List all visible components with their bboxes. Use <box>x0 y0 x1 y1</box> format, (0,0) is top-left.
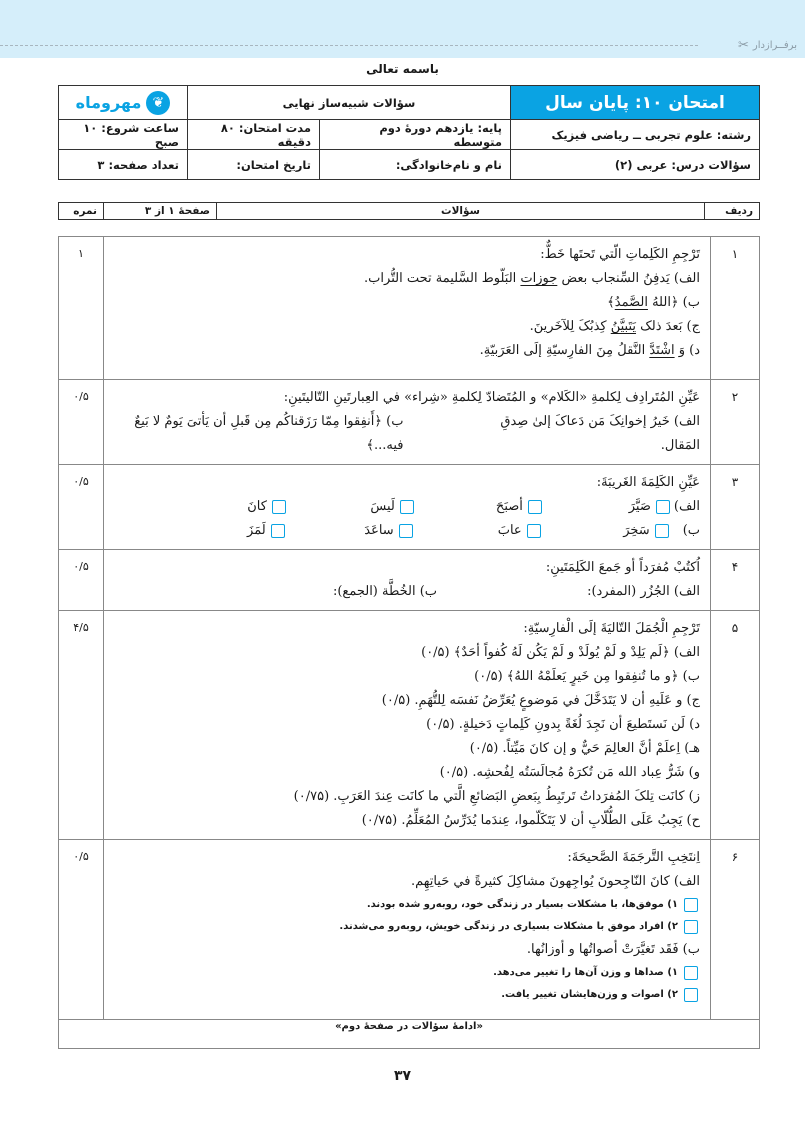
question-item: د) وَ اشْتَدَّ النَّقلُ مِنَ الفارِسیّةِ إلَی العَرَبیّةِ. <box>479 343 700 358</box>
question-prompt: عَیِّنِ الکَلِمَةَ الغَریبَةَ: <box>596 475 700 490</box>
checkbox[interactable] <box>684 988 698 1002</box>
question-body <box>104 611 711 840</box>
question-row <box>59 465 760 550</box>
question-body <box>104 380 711 465</box>
question-item: و) شَرُّ عِباد الله مَن تُکرَهُ مُجالَسَتُه لِفُحشِه. (۰/۵) <box>439 765 700 780</box>
continuation-note: «ادامهٔ سؤالات در صفحهٔ دوم» <box>59 1020 760 1049</box>
question-score: ۴/۵ <box>59 611 104 840</box>
checkbox[interactable] <box>684 920 698 934</box>
question-item: ج) و عَلَیهِ أن لا یَتَدَخَّلَ في مَوضوعٍ یُعَرِّضُ نَفسَه لِلتُّهَمِ. (۰/۵) <box>381 693 700 708</box>
page-count-cell: تعداد صفحه: ۳ <box>59 150 188 180</box>
question-body <box>104 237 711 380</box>
exam-title: امتحان ۱۰: پایان سال <box>511 86 760 120</box>
question-item: الف) یَدفِنُ السِّنجاب بعض جوزات البَلّوط السَّلیمة تحت التُّراب. <box>364 271 700 286</box>
answer-option[interactable]: ۱) صداها و وزن آن‌ها را تغییر می‌دهد. <box>114 962 700 984</box>
logo-text: مهروماه <box>75 93 142 112</box>
question-score: ۱ <box>59 237 104 380</box>
checkbox[interactable] <box>527 524 541 538</box>
question-number: ۳ <box>711 465 760 550</box>
grade-cell: پایه: یازدهم دورهٔ دوم متوسطه <box>320 120 511 150</box>
question-item: الف) کانَ النّاجِحونَ یُواجِهونَ مشاکِلَ کثیرةً في حَیاتِهِم. <box>410 874 700 889</box>
option[interactable]: کانَ <box>160 495 288 519</box>
scissors-icon: ✂ <box>737 38 749 53</box>
question-item: د) لَن نَستَطیعَ أن نَجِدَ لُغَةً بِدونِ کَلِماتٍ دَخیلةٍ. (۰/۵) <box>426 717 700 732</box>
col-page: صفحهٔ ۱ از ۳ <box>104 203 217 220</box>
question-item: الف) ﴿لَم یَلِدْ و لَمْ یُولَدْ و لَمْ یَکُن لَهُ کُفواً أحَدٌ﴾ (۰/۵) <box>421 645 700 660</box>
question-item: ب) فَقَد تَغیَّرَتْ أصواتُها و أوزانُها. <box>526 942 700 957</box>
question-score: ۰/۵ <box>59 465 104 550</box>
option[interactable]: سَخِرَ <box>543 519 671 543</box>
question-body <box>104 550 711 611</box>
options-row-b: ب) سَخِرَ عابَ ساعَدَ لَمَزَ <box>114 519 700 543</box>
question-prompt: اُکتُبْ مُفرَداً أو جَمعَ الکَلِمَتَینِ: <box>545 560 700 575</box>
duration-cell: مدت امتحان: ۸۰ دقیقه <box>188 120 320 150</box>
col-row: ردیف <box>705 203 760 220</box>
question-number: ۴ <box>711 550 760 611</box>
question-number: ۱ <box>711 237 760 380</box>
question-body <box>104 840 711 1020</box>
question-item: ز) کانَت تِلکَ المُفرَداتُ تَرتَبِطُ بِبَعضِ البَضائعِ الَّتي ما کانَت عِندَ العَرَبِ. (۰/۷۵) <box>293 789 700 804</box>
question-row <box>59 237 760 380</box>
question-score: ۰/۵ <box>59 550 104 611</box>
question-prompt: تَرْجِمِ الکَلِماتِ الّتي تَحتَها خَطٌّ: <box>540 247 700 262</box>
page-number: ۳۷ <box>393 1068 412 1084</box>
checkbox[interactable] <box>528 500 542 514</box>
question-row <box>59 611 760 840</box>
question-number: ۵ <box>711 611 760 840</box>
checkbox[interactable] <box>272 500 286 514</box>
question-row <box>59 550 760 611</box>
exam-date-cell: تاریخ امتحان: <box>188 150 320 180</box>
question-score: ۰/۵ <box>59 840 104 1020</box>
question-prompt: اِنتَخِبِ التَّرجَمَةَ الصَّحیحَةَ: <box>567 850 700 865</box>
question-item: ح) یَجِبُ عَلَی الطُّلّابِ أن لا یَتَکَلّموا، عِندَما یُدَرِّسُ المُعَلِّمُ. (۰/۷۵) <box>361 813 700 828</box>
checkbox[interactable] <box>684 898 698 912</box>
question-number: ۲ <box>711 380 760 465</box>
question-item: ب) ﴿و ما تُنفِقوا مِن خَیرٍ یَعلَمْهُ اللهُ﴾ (۰/۵) <box>474 669 700 684</box>
option[interactable]: ساعَدَ <box>287 519 415 543</box>
option[interactable]: صَیَّرَ <box>544 495 672 519</box>
question-item: الف) الجُزُر (المفرد): ب) الخُطَّة (الجمع): <box>332 584 700 599</box>
col-score: نمره <box>59 203 104 220</box>
question-number: ۶ <box>711 840 760 1020</box>
column-header <box>58 202 760 220</box>
question-row <box>59 840 760 1020</box>
option[interactable]: لَیسَ <box>288 495 416 519</box>
question-body <box>104 465 711 550</box>
checkbox[interactable] <box>684 966 698 980</box>
field-cell: رشته: علوم تجربی ــ ریاضی فیزیک <box>511 120 760 150</box>
checkbox[interactable] <box>271 524 285 538</box>
exam-subtitle: سؤالات شبیه‌ساز نهایی <box>188 86 511 120</box>
question-prompt: تَرْجِمِ الْجُمَلَ التّالیَةَ إلَی الْفارِسیّةِ: <box>523 621 700 636</box>
question-item: هـ) اِعلَمْ أنَّ العالِمَ حَيٌّ و إن کانَ مَیِّتاً. (۰/۵) <box>469 741 700 756</box>
answer-option[interactable]: ۱) موفق‌ها، با مشکلات بسیار در زندگی خود، روبه‌رو شده بودند. <box>114 894 700 916</box>
cut-label-text: برفــرازدار <box>752 40 797 51</box>
checkbox[interactable] <box>655 524 669 538</box>
question-item: الف) خَیرُ إخوانِکَ مَن دَعاکَ إلیٰ صِدقِ المَقال. ب) ﴿أَنفِقوا مِمّا رَزَقناکُم مِن قَبلِ أن یَأتیَ یَومٌ لا بَیعٌ فیه...﴾ <box>134 414 700 453</box>
checkbox[interactable] <box>399 524 413 538</box>
checkbox[interactable] <box>400 500 414 514</box>
answer-option[interactable]: ۲) اصوات و وزن‌هایشان تغییر یافت. <box>114 984 700 1006</box>
options-row-a: الف) صَیَّرَ أصبَحَ لَیسَ کانَ <box>114 495 700 519</box>
name-cell: نام و نام‌خانوادگی: <box>320 150 511 180</box>
start-time-cell: ساعت شروع: ۱۰ صبح <box>59 120 188 150</box>
butterfly-icon: ❦ <box>146 91 170 115</box>
question-row <box>59 380 760 465</box>
question-item: ب) ﴿اللهُ الصَّمدُ﴾ <box>607 295 700 310</box>
cut-label <box>738 38 797 53</box>
col-questions: سؤالات <box>217 203 705 220</box>
option[interactable]: لَمَزَ <box>159 519 287 543</box>
question-prompt: عَیِّنِ المُتَرادِف لِکلمةِ «الکَلام» و المُتَضادّ لِکلمةِ «شِراء» في العِبارتَینِ التّالیتَینِ: <box>283 390 700 405</box>
question-item: ج) بَعدَ ذلک یَتَبیَّنُ کِذبُکَ لِلآخَرینَ. <box>529 319 700 334</box>
exam-header-table <box>58 85 760 180</box>
questions-table <box>58 236 760 1049</box>
cut-band <box>0 0 805 58</box>
bismillah: باسمه تعالی <box>366 62 439 76</box>
cut-line <box>0 45 698 46</box>
subject-cell: سؤالات درس: عربی (۲) <box>511 150 760 180</box>
answer-option[interactable]: ۲) افراد موفق با مشکلات بسیاری در زندگی خویش، روبه‌رو می‌شدند. <box>114 916 700 938</box>
question-score: ۰/۵ <box>59 380 104 465</box>
option[interactable]: عابَ <box>415 519 543 543</box>
logo <box>59 86 188 120</box>
checkbox[interactable] <box>656 500 670 514</box>
option[interactable]: أصبَحَ <box>416 495 544 519</box>
